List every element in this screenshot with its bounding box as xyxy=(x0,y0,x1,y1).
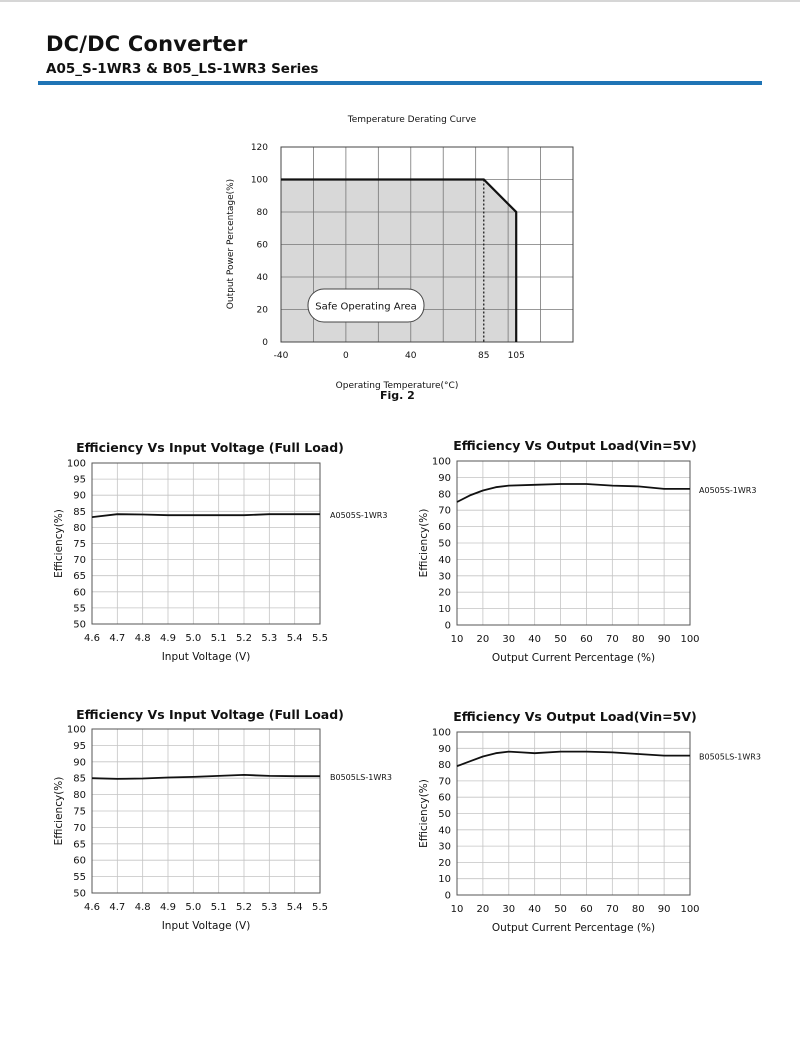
y-tick-label: 10 xyxy=(438,604,451,616)
x-tick-label: 4.8 xyxy=(134,902,151,913)
y-tick-label: 60 xyxy=(73,587,86,599)
x-tick-label: 4.7 xyxy=(109,633,126,644)
page-title: DC/DC Converter xyxy=(46,32,248,56)
x-tick-label: 4.8 xyxy=(134,633,151,644)
x-tick-label: 50 xyxy=(554,634,567,645)
x-axis-label: Output Current Percentage (%) xyxy=(491,652,656,664)
y-tick-label: 100 xyxy=(250,175,268,186)
series-subtitle: A05_S-1WR3 & B05_LS-1WR3 Series xyxy=(46,61,319,77)
y-tick-label: 70 xyxy=(438,505,451,517)
x-tick-label: 30 xyxy=(502,904,516,915)
y-tick-label: 85 xyxy=(73,506,86,518)
x-tick-label: 40 xyxy=(528,634,542,645)
y-tick-label: 80 xyxy=(438,489,451,501)
y-tick-label: 80 xyxy=(73,522,86,534)
y-tick-label: 55 xyxy=(73,603,86,615)
x-tick-label: 4.9 xyxy=(160,902,176,913)
y-axis-label: Efficiency(%) xyxy=(418,508,430,578)
y-tick-label: 0 xyxy=(262,338,268,348)
x-tick-label: 60 xyxy=(580,634,593,645)
safe-operating-area-label: Safe Operating Area xyxy=(315,301,417,313)
chart-title: Efficiency Vs Input Voltage (Full Load) xyxy=(76,440,344,455)
x-tick-label: 5.3 xyxy=(261,902,278,913)
x-tick-label: 5.3 xyxy=(261,633,278,644)
x-tick-label: 4.6 xyxy=(84,902,100,913)
y-tick-label: 50 xyxy=(73,888,86,900)
y-tick-label: 85 xyxy=(73,773,86,785)
x-axis-label: Output Current Percentage (%) xyxy=(491,922,656,934)
y-tick-label: 0 xyxy=(444,890,451,902)
y-tick-label: 30 xyxy=(438,841,451,853)
y-axis-label: Output Power Percentage(%) xyxy=(226,178,236,310)
x-tick-label: 0 xyxy=(343,351,349,361)
y-tick-label: 120 xyxy=(250,143,268,153)
x-tick-label: 90 xyxy=(657,634,671,645)
y-tick-label: 40 xyxy=(256,273,268,283)
y-tick-label: 50 xyxy=(438,809,451,820)
x-tick-label: 85 xyxy=(478,351,490,361)
x-tick-label: 20 xyxy=(476,904,490,915)
x-tick-label: 5.0 xyxy=(185,902,202,913)
y-tick-label: 90 xyxy=(438,743,451,755)
y-tick-label: 50 xyxy=(73,619,86,631)
y-tick-label: 100 xyxy=(66,724,86,736)
x-tick-label: 105 xyxy=(507,351,525,361)
y-tick-label: 20 xyxy=(438,857,451,869)
y-tick-label: 60 xyxy=(73,855,86,867)
y-tick-label: 55 xyxy=(73,872,86,884)
y-tick-label: 60 xyxy=(438,522,451,534)
x-tick-label: 5.4 xyxy=(286,902,303,913)
chart-title: Efficiency Vs Input Voltage (Full Load) xyxy=(76,707,344,722)
chart-title: Temperature Derating Curve xyxy=(347,115,477,125)
series-label: B0505LS-1WR3 xyxy=(699,752,761,762)
x-tick-label: 100 xyxy=(680,904,700,915)
x-tick-label: 5.5 xyxy=(312,902,328,913)
x-tick-label: 100 xyxy=(680,634,700,645)
y-tick-label: 80 xyxy=(73,790,86,802)
y-axis-label: Efficiency(%) xyxy=(53,509,65,578)
x-axis-label: Operating Temperature(°C) xyxy=(335,381,459,391)
x-tick-label: 5.5 xyxy=(312,633,328,644)
x-tick-label: 70 xyxy=(605,904,619,915)
x-tick-label: 70 xyxy=(605,634,619,645)
series-label: A0505S-1WR3 xyxy=(699,485,757,495)
x-tick-label: 5.2 xyxy=(236,902,252,913)
series-label: A0505S-1WR3 xyxy=(330,511,388,521)
y-tick-label: 30 xyxy=(438,571,451,583)
x-tick-label: 4.9 xyxy=(160,633,176,644)
y-tick-label: 90 xyxy=(73,757,86,769)
chart-title: Efficiency Vs Output Load(Vin=5V) xyxy=(453,438,697,453)
y-tick-label: 50 xyxy=(438,538,451,550)
y-tick-label: 20 xyxy=(438,587,451,599)
y-tick-label: 95 xyxy=(73,474,86,486)
x-axis-label: Input Voltage (V) xyxy=(161,920,251,932)
y-tick-label: 60 xyxy=(438,792,451,804)
x-tick-label: 60 xyxy=(580,904,593,915)
x-tick-label: 4.6 xyxy=(84,633,100,644)
x-tick-label: 10 xyxy=(450,904,464,915)
y-tick-label: 100 xyxy=(431,727,451,739)
y-axis-label: Efficiency(%) xyxy=(418,779,430,848)
y-tick-label: 65 xyxy=(73,571,86,583)
y-tick-label: 95 xyxy=(73,740,86,752)
y-tick-label: 100 xyxy=(66,458,86,470)
x-tick-label: -40 xyxy=(273,351,289,361)
x-tick-label: 30 xyxy=(502,634,516,645)
x-tick-label: 10 xyxy=(450,634,464,645)
y-tick-label: 90 xyxy=(438,472,451,484)
y-axis-label: Efficiency(%) xyxy=(53,776,65,846)
series-label: B0505LS-1WR3 xyxy=(330,773,392,783)
x-tick-label: 20 xyxy=(476,634,490,645)
x-tick-label: 50 xyxy=(554,904,567,915)
y-tick-label: 0 xyxy=(444,620,451,632)
y-tick-label: 40 xyxy=(438,554,451,566)
y-tick-label: 80 xyxy=(438,760,451,772)
x-tick-label: 5.1 xyxy=(210,633,227,644)
y-tick-label: 100 xyxy=(431,456,451,468)
y-tick-label: 20 xyxy=(256,305,268,316)
y-tick-label: 75 xyxy=(73,806,86,818)
y-tick-label: 10 xyxy=(438,874,451,886)
y-tick-label: 70 xyxy=(73,555,86,567)
y-tick-label: 40 xyxy=(438,825,451,837)
x-tick-label: 90 xyxy=(657,904,671,915)
x-axis-label: Input Voltage (V) xyxy=(161,651,251,663)
y-tick-label: 80 xyxy=(256,208,268,218)
y-tick-label: 90 xyxy=(73,490,86,502)
x-tick-label: 5.4 xyxy=(286,633,303,644)
y-tick-label: 75 xyxy=(73,539,86,550)
x-tick-label: 4.7 xyxy=(109,902,126,913)
figure-caption: Fig. 2 xyxy=(380,389,415,402)
y-tick-label: 65 xyxy=(73,839,86,851)
x-tick-label: 40 xyxy=(528,904,542,915)
x-tick-label: 5.0 xyxy=(185,633,202,644)
y-tick-label: 70 xyxy=(438,776,451,788)
x-tick-label: 80 xyxy=(631,904,645,915)
series-line xyxy=(457,752,690,767)
x-tick-label: 5.2 xyxy=(236,633,252,644)
y-tick-label: 70 xyxy=(73,822,86,834)
x-tick-label: 5.1 xyxy=(210,902,227,913)
chart-title: Efficiency Vs Output Load(Vin=5V) xyxy=(453,709,697,724)
x-tick-label: 40 xyxy=(405,351,417,361)
x-tick-label: 80 xyxy=(631,634,645,645)
y-tick-label: 60 xyxy=(256,240,268,251)
